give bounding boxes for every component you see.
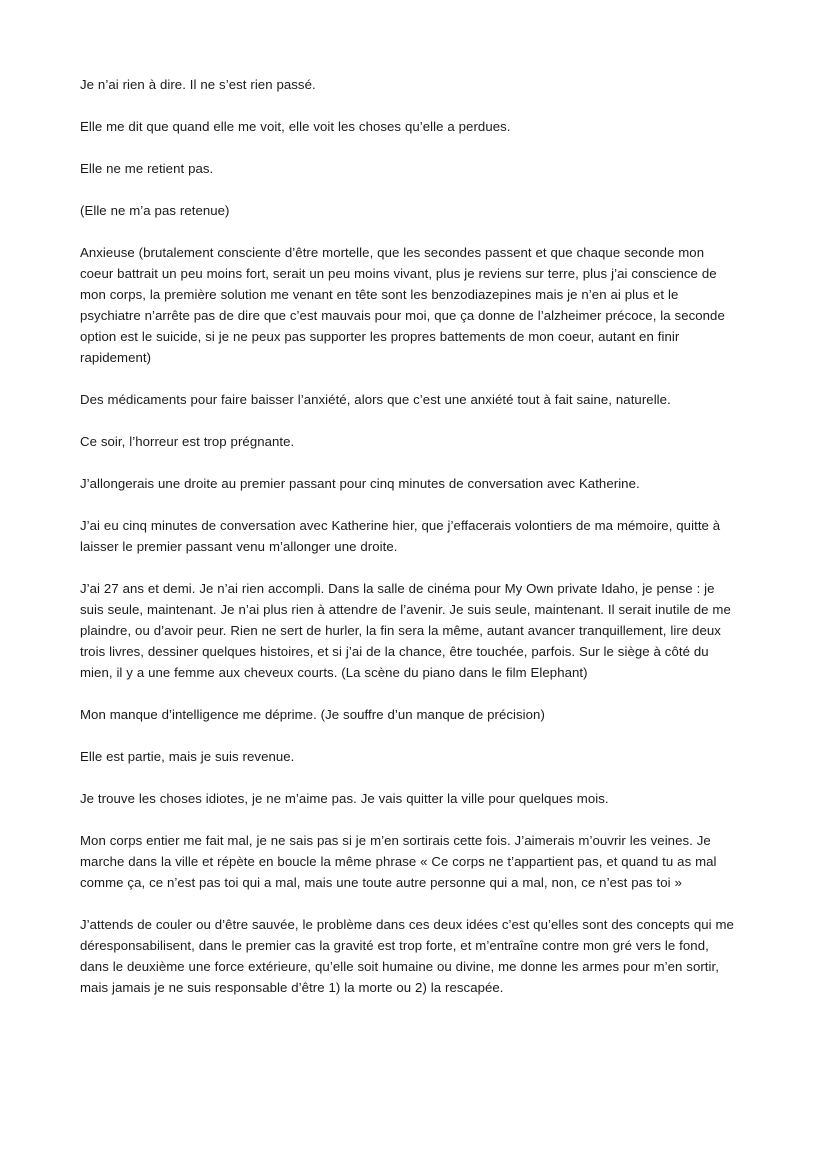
paragraph: J’attends de couler ou d’être sauvée, le problème dans ces deux idées c’est qu’elles sont des concepts qui me déresponsabilisent, dans le premier cas la gravité est trop forte, et m’entraîne contre mon gré vers le fond, dans le deuxième une force extérieure, qu’elle soit humaine ou divine, me donne les armes pour m’en sortir, mais jamais je ne suis responsable d’être 1) la morte ou 2) la rescapée. — [80, 917, 738, 995]
paragraph: (Elle ne m’a pas retenue) — [80, 203, 230, 218]
paragraph: Elle ne me retient pas. — [80, 161, 214, 176]
paragraph: Je n’ai rien à dire. Il ne s’est rien passé. — [80, 77, 316, 92]
paragraph: Anxieuse (brutalement consciente d’être mortelle, que les secondes passent et que chaque seconde mon coeur battrait un peu moins fort, serait un peu moins vivant, plus je reviens sur terre, plus j’ai conscience de mon corps, la première solution me venant en tête sont les benzodiazepines mais je n’en ai plus et le psychiatre n’arrête pas de dire que c’est mauvais pour moi, que ça donne de l’alzheimer précoce, la seconde option est le suicide, si je ne peux pas supporter les propres battements de mon coeur, autant en finir rapidement) — [80, 245, 729, 365]
paragraph: Elle me dit que quand elle me voit, elle voit les choses qu’elle a perdues. — [80, 119, 511, 134]
paragraph: J’allongerais une droite au premier passant pour cinq minutes de conversation avec Katherine. — [80, 476, 640, 491]
paragraph: Mon manque d’intelligence me déprime. (Je souffre d’un manque de précision) — [80, 707, 545, 722]
paragraph: Elle est partie, mais je suis revenue. — [80, 749, 295, 764]
paragraph: J’ai eu cinq minutes de conversation avec Katherine hier, que j’effacerais volontiers de ma mémoire, quitte à laisser le premier passant venu m’allonger une droite. — [80, 518, 725, 554]
document-text-body — [80, 74, 740, 998]
paragraph: Mon corps entier me fait mal, je ne sais pas si je m’en sortirais cette fois. J’aimerais m’ouvrir les veines. Je marche dans la ville et répète en boucle la même phrase « Ce corps ne t’appartient pas, et quand tu as mal comme ça, ce n’est pas toi qui a mal, mais une toute autre personne qui a mal, non, ce n’est pas toi » — [80, 833, 721, 890]
paragraph: Je trouve les choses idiotes, je ne m’aime pas. Je vais quitter la ville pour quelques mois. — [80, 791, 609, 806]
paragraph: J’ai 27 ans et demi. Je n’ai rien accompli. Dans la salle de cinéma pour My Own private Idaho, je pense : je suis seule, maintenant. Je n’ai plus rien à attendre de l’avenir. Je suis seule, maintenant. Il serait inutile de me plaindre, ou d’avoir peur. Rien ne sert de hurler, la fin sera la même, autant avancer tranquillement, lire deux trois livres, dessiner quelques histoires, et si j’ai de la chance, être touchée, parfois. Sur le siège à côté du mien, il y a une femme aux cheveux courts. (La scène du piano dans le film Elephant) — [80, 581, 735, 680]
paragraph: Ce soir, l’horreur est trop prégnante. — [80, 434, 295, 449]
paragraph: Des médicaments pour faire baisser l’anxiété, alors que c’est une anxiété tout à fait saine, naturelle. — [80, 392, 671, 407]
